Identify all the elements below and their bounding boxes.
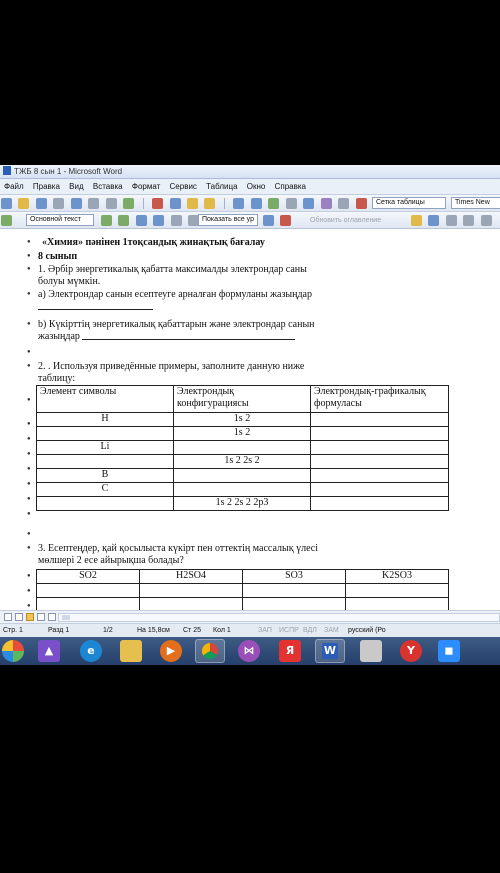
show-level-select[interactable]: Показать все ур	[198, 214, 258, 226]
status-overtype[interactable]: ЗАМ	[324, 627, 339, 634]
table-cell[interactable]	[37, 584, 140, 598]
table-cell[interactable]	[37, 427, 174, 441]
standard-toolbar	[0, 195, 500, 212]
outline-bullet: ●	[27, 466, 31, 472]
insert-subdocument-icon[interactable]	[446, 215, 457, 226]
remove-subdocument-icon[interactable]	[463, 215, 474, 226]
answer-line-1a	[38, 301, 153, 312]
save-icon[interactable]	[36, 198, 47, 209]
table-cell[interactable]	[346, 584, 449, 598]
outline-view-icon[interactable]	[37, 613, 45, 621]
outline-bullet: ●	[27, 363, 31, 369]
table-cell[interactable]	[311, 455, 449, 469]
toolbar-separator	[224, 198, 225, 209]
menu-bar	[0, 179, 500, 195]
menu-view[interactable]: Вид	[69, 182, 84, 191]
table-row	[37, 441, 449, 455]
taskbar	[0, 637, 500, 665]
print-layout-icon[interactable]	[26, 613, 34, 621]
compounds-table	[36, 569, 449, 610]
outline-bullet: ●	[27, 481, 31, 487]
copy-icon[interactable]	[170, 198, 181, 209]
scrollbar-thumb[interactable]	[62, 615, 70, 620]
outline-bullet: ●	[27, 545, 31, 551]
table-row	[37, 598, 449, 611]
outline-bullet: ●	[27, 451, 31, 457]
expand-icon[interactable]	[171, 215, 182, 226]
header-electron-graphic[interactable]: Электрондық-графикалық формуласы	[311, 386, 449, 413]
table-cell[interactable]	[243, 598, 346, 611]
header-k2so3[interactable]: K2SO3	[346, 570, 449, 584]
left-gutter	[0, 229, 18, 610]
question-1b-label: жазыңдар	[38, 331, 80, 342]
print-icon[interactable]	[88, 198, 99, 209]
open-folder-icon[interactable]	[18, 198, 29, 209]
table-header-row	[37, 386, 449, 413]
yandex-icon[interactable]: Я	[279, 640, 301, 662]
menu-insert[interactable]: Вставка	[92, 182, 123, 191]
question-1b-line-1: b) Күкірттің энергетикалық қабаттарын және электрондар санын	[38, 319, 315, 330]
table-cell[interactable]: 1s 2	[174, 413, 311, 427]
table-cell[interactable]	[37, 598, 140, 611]
app-triangle-icon[interactable]: ▲	[38, 640, 60, 662]
menu-file[interactable]: Файл	[4, 182, 24, 191]
split-subdocument-icon[interactable]	[481, 215, 492, 226]
windows-start-icon[interactable]	[2, 640, 24, 662]
horizontal-scrollbar[interactable]	[58, 613, 500, 622]
outline-bullet: ●	[27, 349, 31, 355]
font-name-select[interactable]: Times New	[451, 197, 500, 209]
outline-bullet: ●	[27, 496, 31, 502]
cut-icon[interactable]	[152, 198, 163, 209]
outline-bullet: ●	[27, 531, 31, 537]
table-cell[interactable]	[37, 497, 174, 511]
yandex-browser-icon[interactable]: Y	[400, 640, 422, 662]
show-formatting-icon[interactable]	[263, 215, 274, 226]
app-bowtie-icon[interactable]: ⋈	[238, 640, 260, 662]
outline-bullet: ●	[27, 253, 31, 259]
doc-title: «Химия» пәнінен 1тоқсандық жинақтық бағалау	[42, 237, 265, 248]
question-1a: а) Электрондар санын есептеуге арналған формуланы жазыңдар	[38, 289, 312, 300]
outlining-toolbar	[0, 212, 500, 229]
menu-format[interactable]: Формат	[131, 182, 161, 191]
email-icon[interactable]	[71, 198, 82, 209]
screen	[0, 165, 500, 665]
web-view-icon[interactable]	[15, 613, 23, 621]
table-cell[interactable]: Li	[37, 441, 174, 455]
table-grid-toggle[interactable]: Сетка таблицы	[372, 197, 446, 209]
outline-bullet: ●	[27, 291, 31, 297]
hyperlink-icon[interactable]	[268, 198, 279, 209]
table-cell[interactable]: 1s 2 2s 2 2p3	[174, 497, 311, 511]
status-language[interactable]: русский (Ро	[348, 627, 386, 634]
status-bar	[0, 623, 500, 637]
word-app-icon	[3, 166, 11, 175]
table-cell[interactable]	[311, 469, 449, 483]
outline-bullet: ●	[27, 421, 31, 427]
status-extend[interactable]: ВДЛ	[303, 627, 317, 634]
word-icon: W	[323, 644, 337, 657]
table-row	[37, 413, 449, 427]
table-cell[interactable]: B	[37, 469, 174, 483]
outline-bullet: ●	[27, 436, 31, 442]
table-row	[37, 469, 449, 483]
header-so3[interactable]: SO3	[243, 570, 346, 584]
format-painter-icon[interactable]	[204, 198, 215, 209]
table-cell[interactable]	[311, 413, 449, 427]
status-rec[interactable]: ЗАП	[258, 627, 272, 634]
question-2-line-1: 2. . Используя приведённые примеры, заполните данную ниже	[38, 361, 305, 372]
menu-table[interactable]: Таблица	[206, 182, 238, 191]
document-page[interactable]	[22, 229, 500, 610]
undo-icon[interactable]	[233, 198, 244, 209]
chrome-icon	[202, 643, 218, 659]
menu-edit[interactable]: Правка	[32, 182, 60, 191]
table-header-row	[37, 570, 449, 584]
outline-bullet: ●	[27, 588, 31, 594]
redo-icon[interactable]	[251, 198, 262, 209]
internet-explorer-icon[interactable]: e	[80, 640, 102, 662]
style-select[interactable]: Основной текст	[26, 214, 94, 226]
electron-config-table	[36, 385, 449, 511]
table-cell[interactable]: H	[37, 413, 174, 427]
master-document-icon[interactable]	[411, 215, 422, 226]
table-cell[interactable]: C	[37, 483, 174, 497]
document-map-icon[interactable]	[338, 198, 349, 209]
doc-grade: 8 сынып	[38, 251, 78, 262]
outline-bullet: ●	[27, 321, 31, 327]
print-preview-icon[interactable]	[106, 198, 117, 209]
table-cell[interactable]	[243, 584, 346, 598]
outline-bullet: ●	[27, 603, 31, 609]
question-3-line-1: 3. Есептеңдер, қай қосылыста күкірт пен оттектің массалық үлесі	[38, 543, 318, 554]
table-cell[interactable]	[174, 483, 311, 497]
table-cell[interactable]	[37, 455, 174, 469]
app-document-icon[interactable]	[360, 640, 382, 662]
reading-view-icon[interactable]	[48, 613, 56, 621]
header-electron-config[interactable]: Электрондық конфигурациясы	[174, 386, 311, 413]
table-row	[37, 455, 449, 469]
status-line: Ст 25	[183, 627, 201, 634]
paste-icon[interactable]	[187, 198, 198, 209]
move-up-icon[interactable]	[136, 215, 147, 226]
question-1b-line-2	[38, 331, 295, 342]
title-bar	[0, 165, 500, 179]
table-cell[interactable]	[311, 497, 449, 511]
status-track-changes[interactable]: ИСПР	[279, 627, 299, 634]
toc-icon[interactable]	[280, 215, 291, 226]
zoom-video-icon[interactable]: ◼	[438, 640, 460, 662]
outline-bullet: ●	[27, 573, 31, 579]
question-2-line-2: таблицу:	[38, 373, 76, 384]
file-explorer-icon[interactable]	[120, 640, 142, 662]
status-page: Стр. 1	[3, 627, 23, 634]
move-down-icon[interactable]	[153, 215, 164, 226]
header-element-symbol[interactable]: Элемент символы	[37, 386, 174, 413]
subdocument-icon[interactable]	[428, 215, 439, 226]
menu-window[interactable]: Окно	[246, 182, 266, 191]
table-cell[interactable]: 1s 2 2s 2	[174, 455, 311, 469]
table-cell[interactable]	[140, 584, 243, 598]
document-area[interactable]	[0, 229, 500, 610]
table-cell[interactable]	[346, 598, 449, 611]
table-cell[interactable]	[174, 469, 311, 483]
table-cell[interactable]: 1s 2	[174, 427, 311, 441]
spelling-icon[interactable]	[123, 198, 134, 209]
window-title: ТЖБ 8 сын 1 - Microsoft Word	[14, 167, 123, 176]
table-row	[37, 427, 449, 441]
columns-icon[interactable]	[321, 198, 332, 209]
outline-bullet: ●	[27, 511, 31, 517]
question-1-line-2: болуы мүмкін.	[38, 276, 101, 287]
status-position: На 15,8см	[137, 627, 170, 634]
question-1-line-1: 1. Әрбір энергетикалық қабатта максималды электрондар саны	[38, 264, 307, 275]
toolbar-separator	[143, 198, 144, 209]
view-bar	[0, 610, 500, 623]
demote-arrow-icon[interactable]	[101, 215, 112, 226]
status-column: Кол 1	[213, 627, 231, 634]
status-pages: 1/2	[103, 627, 113, 634]
menu-help[interactable]: Справка	[274, 182, 306, 191]
table-cell[interactable]	[311, 483, 449, 497]
outline-bullet: ●	[27, 397, 31, 403]
new-document-icon[interactable]	[1, 198, 12, 209]
body-text-icon[interactable]	[118, 215, 129, 226]
table-row	[37, 497, 449, 511]
table-cell[interactable]	[311, 441, 449, 455]
tables-borders-icon[interactable]	[286, 198, 297, 209]
word-taskbar-button[interactable]	[315, 639, 345, 663]
permission-icon[interactable]	[53, 198, 64, 209]
outline-bullet: ●	[27, 266, 31, 272]
table-row	[37, 584, 449, 598]
chrome-taskbar-button[interactable]	[195, 639, 225, 663]
table-cell[interactable]	[140, 598, 243, 611]
normal-view-icon[interactable]	[4, 613, 12, 621]
header-h2so4[interactable]: H2SO4	[140, 570, 243, 584]
media-player-icon[interactable]: ▶	[160, 640, 182, 662]
header-so2[interactable]: SO2	[37, 570, 140, 584]
table-cell[interactable]	[311, 427, 449, 441]
menu-tools[interactable]: Сервис	[169, 182, 197, 191]
outline-bullet: ●	[27, 239, 31, 245]
promote-arrow-icon[interactable]	[1, 215, 12, 226]
question-3-line-2: мөлшері 2 есе айырықша болады?	[38, 555, 184, 566]
table-row	[37, 483, 449, 497]
show-hide-icon[interactable]	[356, 198, 367, 209]
table-cell[interactable]	[174, 441, 311, 455]
update-toc-button[interactable]: Обновить оглавление	[310, 217, 382, 224]
status-section: Разд 1	[48, 627, 70, 634]
insert-table-icon[interactable]	[303, 198, 314, 209]
